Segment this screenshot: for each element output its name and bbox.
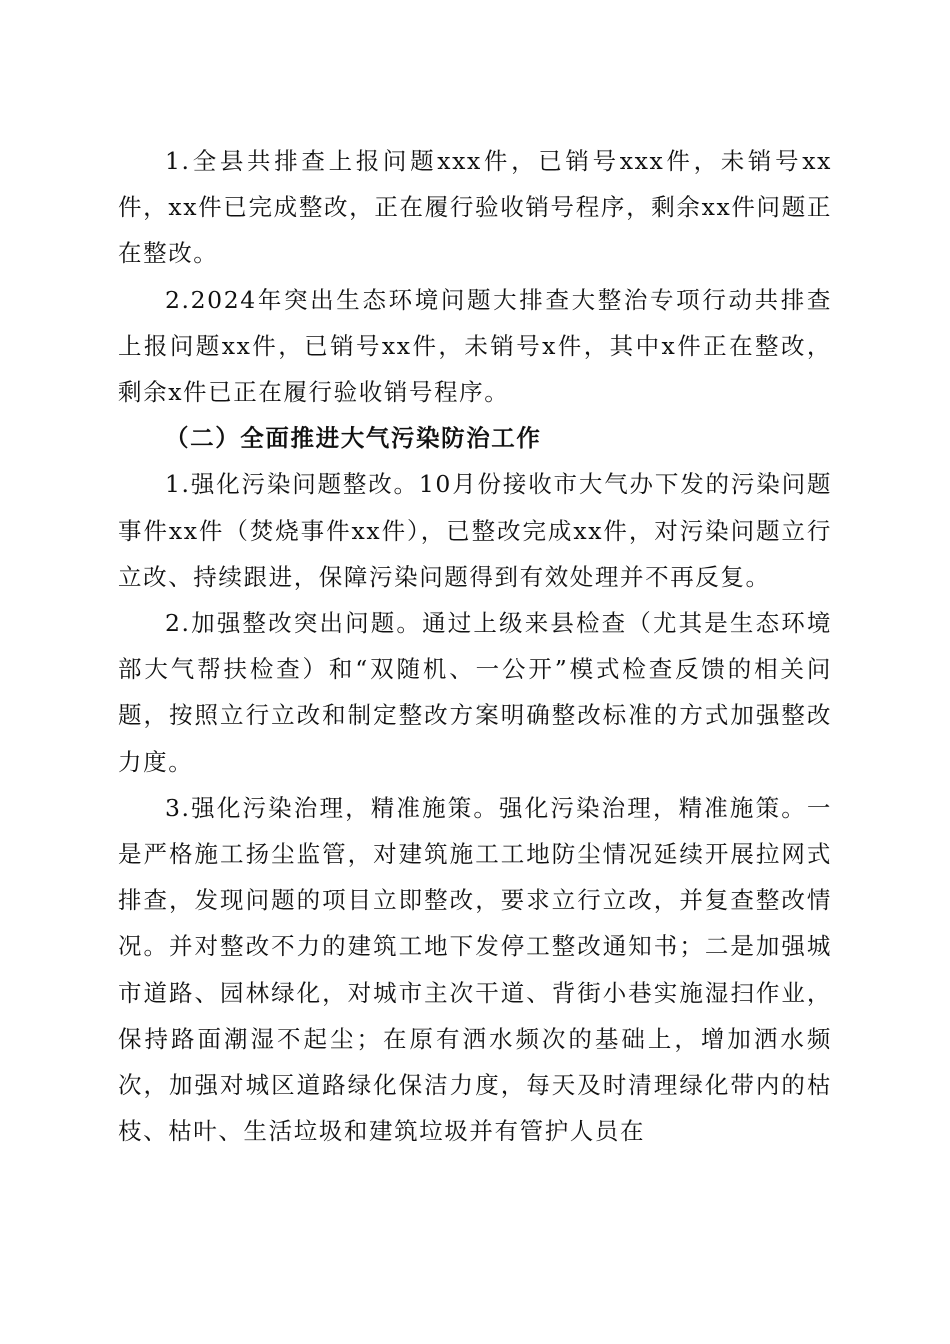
paragraph-pollution-rectification: 1.强化污染问题整改。10月份接收市大气办下发的污染问题事件xx件（焚烧事件xx件），已整改完成xx件，对污染问题立行立改、持续跟进，保障污染问题得到有效处理并不再反复。 <box>118 470 832 591</box>
document-body <box>118 138 832 1154</box>
paragraph-prominent-issues: 2.加强整改突出问题。通过上级来县检查（尤其是生态环境部大气帮扶检查）和“双随机、一公开”模式检查反馈的相关问题，按照立行立改和制定整改方案明确整改标准的方式加强整改力度。 <box>118 609 832 776</box>
section-heading-air-pollution: （二）全面推进大气污染防治工作 <box>165 424 542 453</box>
paragraph-special-action: 2.2024年突出生态环境问题大排查大整治专项行动共排查上报问题xx件，已销号xx件，未销号x件，其中x件正在整改，剩余x件已正在履行验收销号程序。 <box>118 285 832 407</box>
paragraph-report-summary: 1.全县共排查上报问题xxx件，已销号xxx件，未销号xx件，xx件已完成整改，正在履行验收销号程序，剩余xx件问题正在整改。 <box>118 147 832 268</box>
paragraph-pollution-governance: 3.强化污染治理，精准施策。强化污染治理，精准施策。一是严格施工扬尘监管，对建筑施工工地防尘情况延续开展拉网式排查，发现问题的项目立即整改，要求立行立改，并复查整改情况。并对整改不力的建筑工地下发停工整改通知书；二是加强城市道路、园林绿化，对城市主次干道、背街小巷实施湿扫作业，保持路面潮湿不起尘；在原有洒水频次的基础上，增加洒水频次，加强对城区道路绿化保洁力度，每天及时清理绿化带内的枯枝、枯叶、生活垃圾和建筑垃圾并有管护人员在 <box>118 793 832 1146</box>
